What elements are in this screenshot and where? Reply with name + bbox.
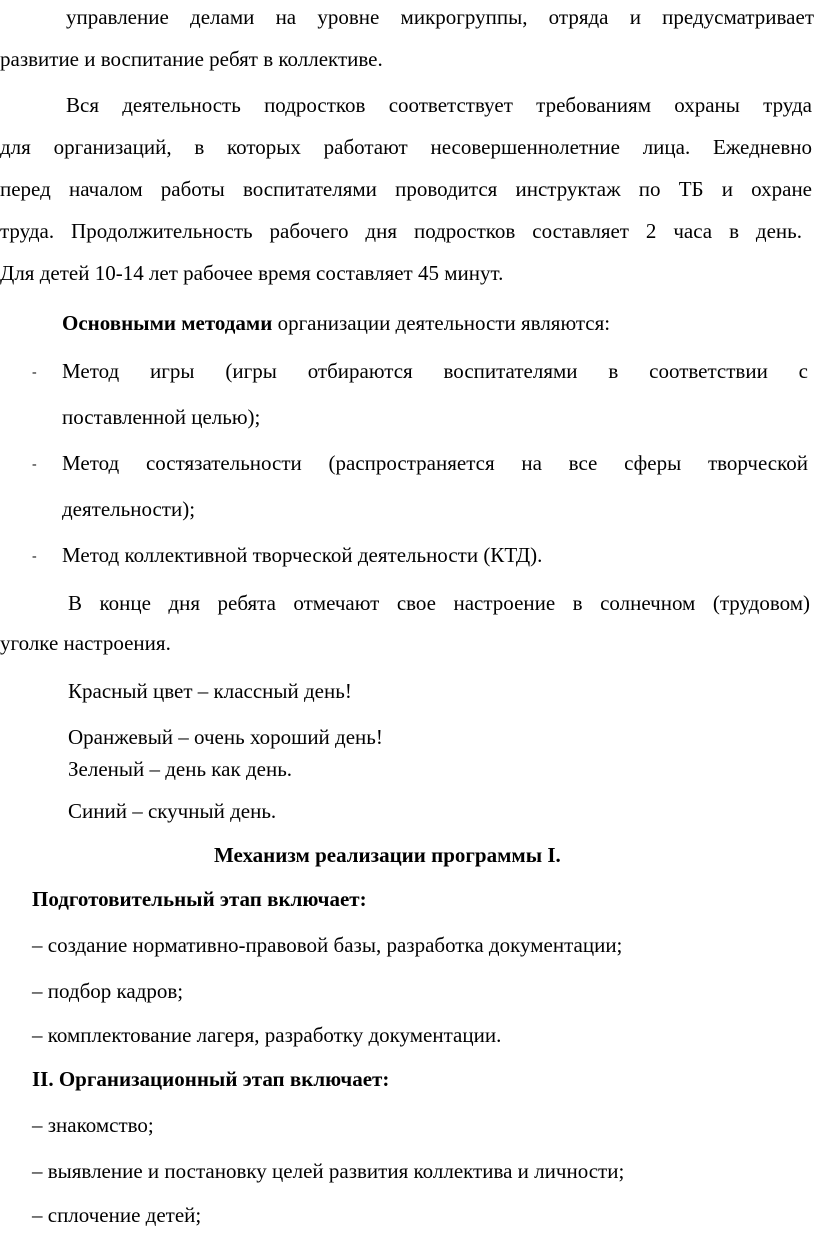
stage-heading-prep: Подготовительный этап включает: — [32, 887, 367, 911]
list-item: – выявление и постановку целей развития коллектива и личности; — [32, 1159, 625, 1183]
mood-red: Красный цвет – классный день! — [68, 679, 352, 703]
paragraph-line: развитие и воспитание ребят в коллективе. — [0, 47, 383, 71]
paragraph-line: перед началом работы воспитателями проводится инструктаж по ТБ и охране — [0, 177, 812, 201]
bullet-marker: - — [32, 457, 37, 472]
bullet-marker: - — [32, 365, 37, 380]
paragraph-line: уголке настроения. — [0, 631, 171, 655]
mood-orange: Оранжевый – очень хороший день! — [68, 725, 383, 749]
list-item: – создание нормативно-правовой базы, разработка документации; — [32, 933, 623, 957]
mood-blue: Синий – скучный день. — [68, 799, 277, 823]
method-item-line: поставленной целью); — [62, 405, 261, 429]
paragraph-line: управление делами на уровне микрогруппы, отряда и предусматривает — [66, 5, 814, 29]
paragraph-line: труда. Продолжительность рабочего дня подростков составляет 2 часа в день. — [0, 219, 802, 243]
section-heading: Механизм реализации программы I. — [214, 843, 561, 867]
paragraph-line: Для детей 10-14 лет рабочее время составляет 45 минут. — [0, 261, 504, 285]
paragraph-line: В конце дня ребята отмечают свое настроение в солнечном (трудовом) — [68, 591, 810, 615]
method-item-line: Метод коллективной творческой деятельности (КТД). — [62, 543, 543, 567]
method-item-line: деятельности); — [62, 497, 196, 521]
mood-green: Зеленый – день как день. — [68, 757, 293, 781]
bullet-marker: - — [32, 549, 37, 564]
list-item: – комплектование лагеря, разработку документации. — [32, 1023, 502, 1047]
list-item: – знакомство; — [32, 1113, 154, 1137]
list-item: – подбор кадров; — [32, 979, 184, 1003]
methods-intro — [62, 310, 610, 336]
methods-intro-bold: Основными методами — [62, 311, 273, 335]
method-item-line: Метод игры (игры отбираются воспитателями в соответствии с — [62, 359, 808, 383]
list-item: – сплочение детей; — [32, 1203, 202, 1227]
stage-heading-org: II. Организационный этап включает: — [32, 1067, 390, 1091]
methods-intro-rest: организации деятельности являются: — [272, 311, 611, 335]
method-item-line: Метод состязательности (распространяется на все сферы творческой — [62, 451, 808, 475]
paragraph-line: для организаций, в которых работают несовершеннолетние лица. Ежедневно — [0, 135, 812, 159]
paragraph-line: Вся деятельность подростков соответствует требованиям охраны труда — [66, 93, 812, 117]
